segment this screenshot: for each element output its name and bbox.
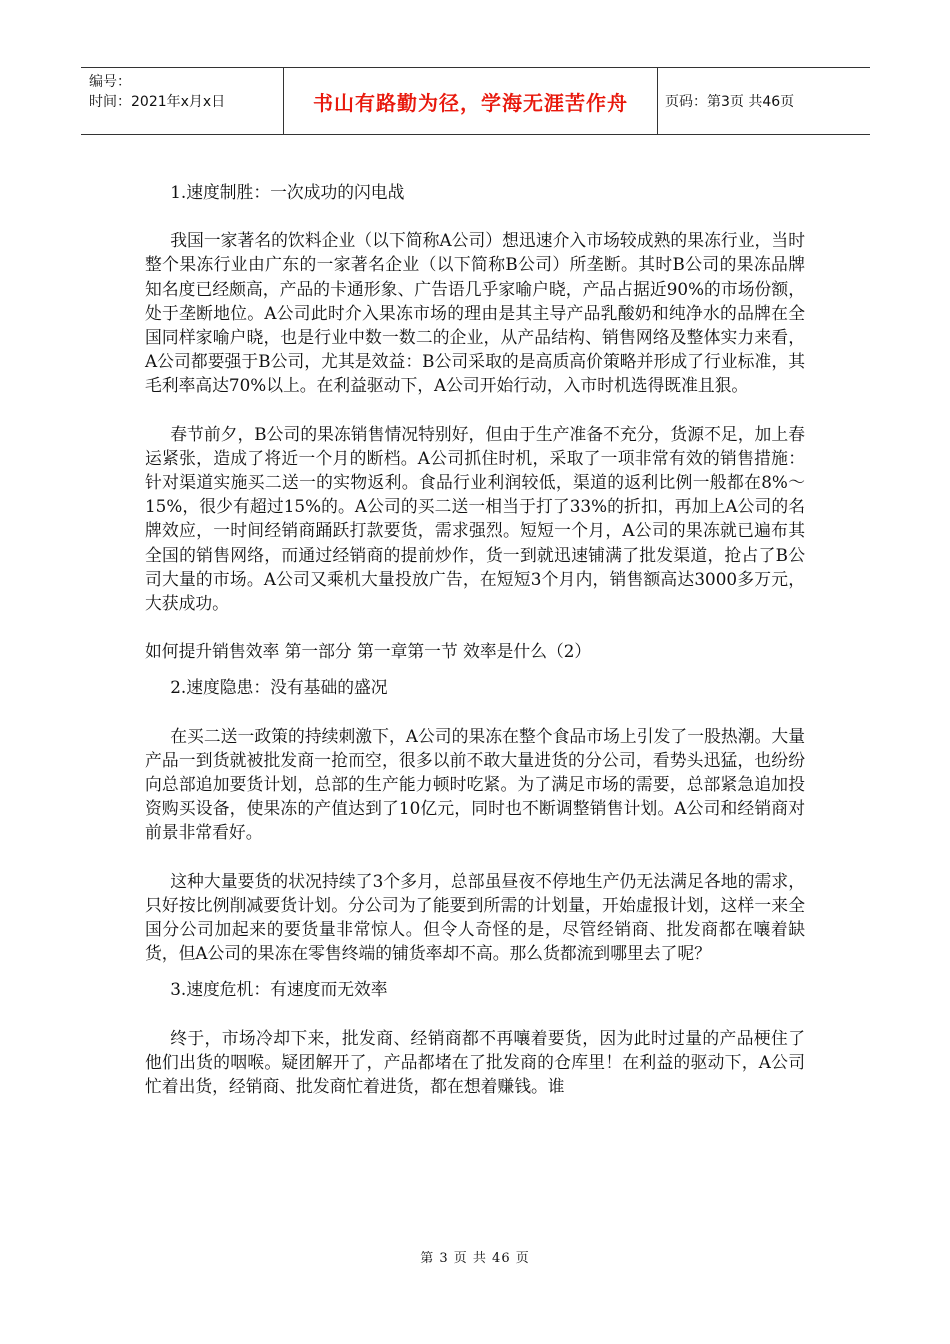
paragraph-1: 我国一家著名的饮料企业（以下简称A公司）想迅速介入市场较成熟的果冻行业，当时整个果冻行业由广东的一家著名企业（以下简称B公司）所垄断。其时B公司的果冻品牌知名度已经颇高，产品的卡通形象、广告语几乎家喻户晓，产品占据近90%的市场份额，处于垄断地位。A公司此时介入果冻市场的理由是其主导产品乳酸奶和纯净水的品牌在全国同样家喻户晓，也是行业中数一数二的企业，从产品结构、销售网络及整体实力来看，A公司都要强于B公司，尤其是效益：B公司采取的是高质高价策略并形成了行业标准，其毛利率高达70%以上。在利益驱动下，A公司开始行动，入市时机选得既准且狠。 <box>145 230 805 396</box>
code-label: 编号： <box>89 74 131 90</box>
motto: 书山有路勤为径，学海无涯苦作舟 <box>313 90 628 115</box>
section-heading-2: 2.速度隐患：没有基础的盛况 <box>170 677 388 698</box>
page-header <box>81 67 870 135</box>
chapter-title: 如何提升销售效率 第一部分 第一章第一节 效率是什么（2） <box>145 641 592 662</box>
date-line: 时间：2021年x月x日 <box>89 94 226 110</box>
header-page-info-cell <box>658 68 870 134</box>
section-heading-1: 1.速度制胜：一次成功的闪电战 <box>170 182 405 202</box>
paragraph-5: 终于，市场冷却下来，批发商、经销商都不再嚷着要货，因为此时过量的产品梗住了他们出货的咽喉。疑团解开了，产品都堵在了批发商的仓库里！在利益的驱动下，A公司忙着出货，经销商、批发商忙着进货，都在想着赚钱。谁 <box>145 1027 805 1097</box>
document-body <box>145 180 805 1098</box>
paragraph-3: 在买二送一政策的持续刺激下，A公司的果冻在整个食品市场上引发了一股热潮。大量产品一到货就被批发商一抢而空，很多以前不敢大量进货的分公司，看势头迅猛，也纷纷向总部追加要货计划，总部的生产能力顿时吃紧。为了满足市场的需要，总部紧急追加投资购买设备，使果冻的产值达到了10亿元，同时也不断调整销售计划。A公司和经销商对前景非常看好。 <box>145 725 805 843</box>
page-info: 页码：第3页 共46页 <box>665 94 795 110</box>
header-meta <box>81 68 284 134</box>
page-footer: 第 3 页 共 46 页 <box>420 1251 530 1266</box>
section-heading-3: 3.速度危机：有速度而无效率 <box>170 979 388 1000</box>
paragraph-2: 春节前夕，B公司的果冻销售情况特别好，但由于生产准备不充分，货源不足，加上春运紧张，造成了将近一个月的断档。A公司抓住时机，采取了一项非常有效的销售措施：针对渠道实施买二送一的实物返利。食品行业利润较低，渠道的返利比例一般都在8%～15%，很少有超过15%的。A公司的买二送一相当于打了33%的折扣，再加上A公司的名牌效应，一时间经销商踊跃打款要货，需求强烈。短短一个月，A公司的果冻就已遍布其全国的销售网络，而通过经销商的提前炒作，货一到就迅速铺满了批发渠道，抢占了B公司大量的市场。A公司又乘机大量投放广告，在短短3个月内，销售额高达3000多万元，大获成功。 <box>145 423 805 614</box>
paragraph-4: 这种大量要货的状况持续了3个多月，总部虽昼夜不停地生产仍无法满足各地的需求，只好按比例削减要货计划。分公司为了能要到所需的计划量，开始虚报计划，这样一来全国分公司加起来的要货量非常惊人。但令人奇怪的是，尽管经销商、批发商都在嚷着缺货，但A公司的果冻在零售终端的铺货率却不高。那么货都流到哪里去了呢？ <box>145 870 805 964</box>
header-motto-cell <box>284 68 658 134</box>
